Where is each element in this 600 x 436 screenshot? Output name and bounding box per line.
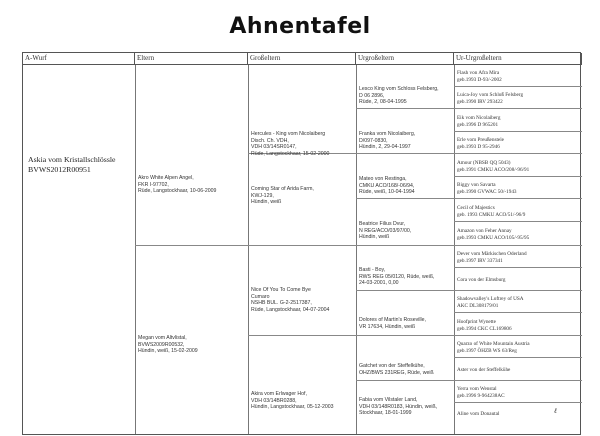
row-divider bbox=[454, 221, 582, 222]
column-header-ur-urgrosseltern: Ur-Urgroßeltern bbox=[454, 53, 582, 65]
row-divider bbox=[454, 108, 582, 109]
row-divider bbox=[454, 357, 582, 358]
great-grandparent-5: Basti - Boy, RWS REG 05/0120, Rüde, weiß, 24-03-2001, 0,00 bbox=[359, 267, 435, 287]
row-divider bbox=[135, 245, 248, 246]
row-divider bbox=[454, 380, 582, 381]
great-grandparent-6: Dolores of Martin's Roseville, VR 17634, Hündin, weiß bbox=[359, 317, 427, 330]
row-divider bbox=[454, 86, 582, 87]
page-title: Ahnentafel bbox=[229, 14, 371, 39]
column-divider bbox=[248, 65, 249, 434]
great-grandparent-2: Franka vom Nicolaiberg, D/097-0830, Hündin, 2, 29-04-1997 bbox=[359, 131, 416, 151]
pedigree-table bbox=[22, 52, 581, 435]
row-divider bbox=[454, 335, 582, 336]
row-divider bbox=[356, 198, 454, 199]
handwritten-mark-icon: ℓ bbox=[554, 407, 557, 415]
row-divider bbox=[454, 402, 582, 403]
great-grandparent-1: Lesco King vom Schloss Felsberg, D 06 2896, Rüde, 2, 08-04-1995 bbox=[359, 86, 439, 106]
row-divider bbox=[248, 335, 356, 336]
gg-grandparent-16: Aline vom Donautal bbox=[457, 411, 500, 417]
column-header-a-wurf: A-Wurf bbox=[23, 53, 135, 65]
gg-grandparent-15: Yerra vom Wenstal geb.1996 9-964238AC bbox=[457, 386, 505, 399]
gg-grandparent-8: Amazon von Feher Annay geb.1993 CMKU ACO/105/-95/95 bbox=[457, 228, 530, 241]
gg-grandparent-12: Hoofprint Wynette geb.1994 CKC CL169806 bbox=[457, 319, 512, 332]
gg-grandparent-7: Cecil of Majestics geb. 1993 CMKU ACO/51/-96/9 bbox=[457, 205, 526, 218]
gg-grandparent-2: Luica-Joy vom Schloß Felsberg geb.1990 IRV 293422 bbox=[457, 92, 524, 105]
column-header-eltern: Eltern bbox=[135, 53, 248, 65]
row-divider bbox=[356, 380, 454, 381]
row-divider bbox=[356, 108, 454, 109]
grandparent-2: Coming Star of Arida Farm, KWJ-129, Hündin, weiß bbox=[251, 186, 314, 206]
grandparent-1: Hercules - King vom Nicolaiberg Disch. Ch. VDH, VDH 03/14SR0147, Rüde, Langstockhaar, 15-02-2000 bbox=[251, 131, 330, 157]
gg-grandparent-5: Amour (NBSB QQ 5043) geb.1991 CMKU ACO/208/-96/91 bbox=[457, 160, 530, 173]
column-header-grosseltern: Großeltern bbox=[248, 53, 356, 65]
row-divider bbox=[454, 153, 582, 154]
great-grandparent-4: Beatrice Filius Dvur, N REG/ACO/03/97/00, Hündin, weiß bbox=[359, 221, 412, 241]
row-divider bbox=[454, 245, 582, 246]
row-divider bbox=[454, 267, 582, 268]
row-divider bbox=[454, 198, 582, 199]
row-divider bbox=[356, 290, 454, 291]
gg-grandparent-13: Quarzo of White Mountain Austria geb.1997 ÖHZB WS 63/Reg bbox=[457, 341, 530, 354]
gg-grandparent-10: Cora von der Elmsburg bbox=[457, 277, 506, 283]
column-divider bbox=[454, 65, 455, 434]
gg-grandparent-11: Shadowvalley's Loftrey of USA AKC DL308179/01 bbox=[457, 296, 524, 309]
gg-grandparent-3: Eik vom Nicolaiberg geb.1996 D 965201 bbox=[457, 115, 501, 128]
dog-name: Askia vom Kristallschlössle BVWS2012R00951 bbox=[28, 155, 116, 174]
row-divider bbox=[356, 245, 454, 246]
row-divider bbox=[356, 335, 454, 336]
gg-grandparent-6: Biggy von Savarta geb.1990 GVWAC 50/-1943 bbox=[457, 182, 517, 195]
column-divider bbox=[135, 65, 136, 434]
row-divider bbox=[454, 290, 582, 291]
grandparent-4: Akira vom Erlwager Hof, VDH 03/14BR0288, Hündin, Langstockhaar, 05-12-2003 bbox=[251, 391, 334, 411]
row-divider bbox=[356, 153, 454, 154]
parent-sire: Akro White Alpen Angel, FKR I-97702, Rüde, Langstockhaar, 10-06-2009 bbox=[138, 175, 217, 195]
grandparent-3: Nice Of You To Come Bye Cumaro NSHB BUL. G-2-2517387, Rüde, Langstockhaar, 04-07-2004 bbox=[251, 287, 330, 313]
great-grandparent-3: Mateo von Restinga, CMKU ACO/168/-06/94, Rüde, weiß, 10-04-1994 bbox=[359, 176, 415, 196]
parent-dam: Megan vom Altvlistal, BVWS2009R00532, Hündin, weiß, 15-02-2009 bbox=[138, 335, 198, 355]
row-divider bbox=[454, 131, 582, 132]
gg-grandparent-14: Aster von der Steffelkühe bbox=[457, 367, 511, 373]
row-divider bbox=[454, 176, 582, 177]
row-divider bbox=[454, 312, 582, 313]
gg-grandparent-1: Flash von Afra Mira geb.1993 D-93/-2002 bbox=[457, 70, 502, 83]
great-grandparent-7: Gatchet von der Steffelkühe, OHZ/BWS 231REG, Rüde, weiß bbox=[359, 363, 434, 376]
gg-grandparent-4: Erle vom Preußenstele geb.1993 D 95-2946 bbox=[457, 137, 504, 150]
column-header-urgrosseltern: Urgroßeltern bbox=[356, 53, 454, 65]
gg-grandparent-9: Dever vom Märkischen Oderland geb.1997 IRV 337341 bbox=[457, 251, 527, 264]
row-divider bbox=[248, 245, 356, 246]
great-grandparent-8: Fabia vom Vilstaler Land, VDH 03/148R0183, Hündin, weiß, Stockhaar, 18-01-1999 bbox=[359, 397, 438, 417]
column-divider bbox=[356, 65, 357, 434]
